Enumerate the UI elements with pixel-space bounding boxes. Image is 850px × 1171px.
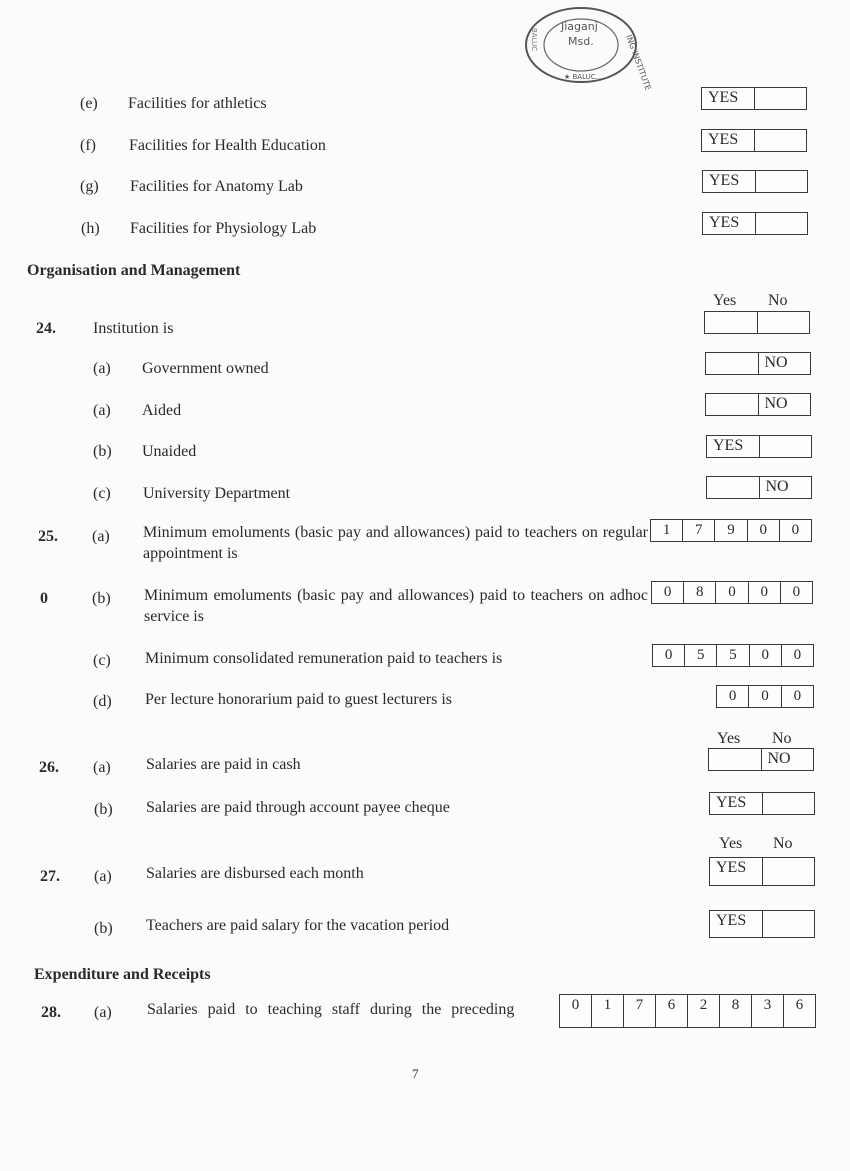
q25b-marker: (b)	[92, 590, 111, 607]
yes-cell: YES	[709, 172, 740, 189]
digit-cell: 0	[663, 584, 672, 600]
digit-cell: 8	[683, 582, 715, 603]
svg-text:★ BALUC...: ★ BALUC...	[564, 73, 603, 81]
q24-aided-yes-no-box	[705, 393, 811, 416]
column-no-header: No	[768, 292, 788, 309]
no-cell: NO	[758, 394, 811, 415]
q25c-marker: (c)	[93, 652, 111, 669]
no-cell	[762, 911, 815, 937]
q24-unaided-yes-no-box	[706, 435, 812, 458]
digit-cell: 0	[749, 645, 781, 666]
no-cell	[755, 171, 808, 192]
digit-cell: 1	[591, 995, 623, 1027]
q24-item-label: University Department	[143, 485, 291, 502]
q25a-digit-boxes	[650, 519, 812, 542]
q24-item-marker: (c)	[93, 485, 111, 502]
question-25b-number: 0	[40, 590, 48, 607]
q24-item-label: Government owned	[142, 360, 269, 377]
digit-cell: 1	[662, 522, 671, 538]
no-cell: NO	[758, 353, 811, 374]
question-24-yes-no-box	[704, 311, 810, 334]
svg-text:BALUC: BALUC	[530, 28, 538, 52]
no-cell: NO	[759, 477, 812, 498]
digit-cell: 9	[714, 520, 746, 541]
column-no-header: No	[772, 730, 792, 747]
facility-f-yes-no-box	[701, 129, 807, 152]
digit-cell: 0	[780, 582, 812, 603]
q24-government-yes-no-box	[705, 352, 811, 375]
facility-marker-e: (e)	[80, 95, 98, 112]
q27a-label: Salaries are disbursed each month	[146, 865, 364, 882]
q27b-yes-no-box	[709, 910, 815, 938]
facility-marker-g: (g)	[80, 178, 99, 195]
no-cell	[762, 793, 815, 814]
svg-text:ING INSTITUTE: ING INSTITUTE	[624, 33, 653, 92]
digit-cell: 0	[728, 688, 737, 704]
digit-cell: 5	[716, 645, 748, 666]
facility-h-yes-no-box	[702, 212, 808, 235]
digit-cell: 7	[623, 995, 655, 1027]
yes-cell: YES	[708, 89, 739, 106]
digit-cell: 7	[682, 520, 714, 541]
no-cell	[754, 130, 807, 151]
no-cell	[759, 436, 812, 457]
yes-cell	[705, 312, 757, 333]
digit-cell: 6	[783, 995, 815, 1027]
digit-cell: 0	[747, 520, 779, 541]
q25c-digit-boxes	[652, 644, 814, 667]
seal-line1: Jiaganj	[561, 20, 598, 33]
q26a-marker: (a)	[93, 759, 111, 776]
question-25-number: 25.	[38, 528, 58, 545]
question-27-number: 27.	[40, 868, 60, 885]
yes-cell: YES	[716, 794, 747, 811]
q27b-label: Teachers are paid salary for the vacation period	[146, 917, 450, 934]
yes-cell: YES	[708, 131, 739, 148]
q25d-label: Per lecture honorarium paid to guest lecturers is	[145, 691, 453, 708]
q24-item-label: Unaided	[142, 443, 197, 460]
facility-label-g: Facilities for Anatomy Lab	[130, 178, 303, 195]
digit-cell: 5	[684, 645, 716, 666]
page-number: 7	[412, 1066, 419, 1081]
no-cell	[762, 858, 815, 885]
column-yes-header: Yes	[719, 835, 743, 852]
q24-item-label: Aided	[142, 402, 182, 419]
q25d-digit-boxes	[716, 685, 814, 708]
question-26-number: 26.	[39, 759, 59, 776]
yes-cell: YES	[713, 437, 744, 454]
q28a-marker: (a)	[94, 1004, 112, 1021]
yes-cell	[706, 353, 758, 374]
digit-cell: 0	[748, 582, 780, 603]
digit-cell: 3	[751, 995, 783, 1027]
yes-cell: YES	[716, 859, 747, 876]
q25a-label: Minimum emoluments (basic pay and allowances) paid to teachers on regular appointment is	[143, 524, 648, 562]
question-24-label: Institution is	[93, 320, 174, 337]
facility-marker-h: (h)	[81, 220, 100, 237]
q27b-marker: (b)	[94, 920, 113, 937]
q26a-label: Salaries are paid in cash	[146, 756, 301, 773]
q26b-yes-no-box	[709, 792, 815, 815]
section-heading-organisation: Organisation and Management	[27, 262, 241, 279]
column-no-header: No	[773, 835, 793, 852]
column-yes-header: Yes	[713, 292, 737, 309]
digit-cell: 0	[664, 647, 673, 663]
q26a-yes-no-box	[708, 748, 814, 771]
digit-cell: 0	[748, 686, 780, 707]
q26b-marker: (b)	[94, 801, 113, 818]
digit-cell: 6	[655, 995, 687, 1027]
q24-item-marker: (a)	[93, 402, 111, 419]
q28a-label: Salaries paid to teaching staff during the preceding	[147, 1001, 515, 1018]
facility-marker-f: (f)	[80, 137, 96, 154]
no-cell	[754, 88, 807, 109]
seal-line2: Msd.	[568, 35, 594, 48]
yes-cell	[707, 477, 759, 498]
no-cell: NO	[761, 749, 814, 770]
q27a-yes-no-box	[709, 857, 815, 886]
yes-cell	[706, 394, 758, 415]
facility-g-yes-no-box	[702, 170, 808, 193]
q24-item-marker: (b)	[93, 443, 112, 460]
digit-cell: 8	[719, 995, 751, 1027]
q27a-marker: (a)	[94, 868, 112, 885]
digit-cell: 2	[687, 995, 719, 1027]
q26b-label: Salaries are paid through account payee cheque	[146, 799, 450, 816]
institute-seal	[524, 6, 653, 92]
digit-cell: 0	[781, 645, 813, 666]
question-28-number: 28.	[41, 1004, 61, 1021]
q24-item-marker: (a)	[93, 360, 111, 377]
digit-cell: 0	[779, 520, 811, 541]
question-24-number: 24.	[36, 320, 56, 337]
facility-e-yes-no-box	[701, 87, 807, 110]
yes-cell: YES	[716, 912, 747, 929]
column-yes-header: Yes	[717, 730, 741, 747]
digit-cell: 0	[571, 997, 580, 1013]
no-cell	[755, 213, 808, 234]
facility-label-e: Facilities for athletics	[128, 95, 267, 112]
facility-label-f: Facilities for Health Education	[129, 137, 326, 154]
q25b-digit-boxes	[651, 581, 813, 604]
q24-university-yes-no-box	[706, 476, 812, 499]
digit-cell: 0	[781, 686, 813, 707]
q25d-marker: (d)	[93, 693, 112, 710]
digit-cell: 0	[715, 582, 747, 603]
yes-cell	[709, 749, 761, 770]
section-heading-expenditure: Expenditure and Receipts	[34, 966, 211, 983]
q25b-label: Minimum emoluments (basic pay and allowances) paid to teachers on adhoc service is	[144, 587, 648, 625]
facility-label-h: Facilities for Physiology Lab	[130, 220, 317, 237]
yes-cell: YES	[709, 214, 740, 231]
q28a-digit-boxes	[559, 994, 816, 1028]
no-cell	[757, 312, 810, 333]
q25c-label: Minimum consolidated remuneration paid to teachers is	[145, 650, 503, 667]
q25a-marker: (a)	[92, 528, 110, 545]
